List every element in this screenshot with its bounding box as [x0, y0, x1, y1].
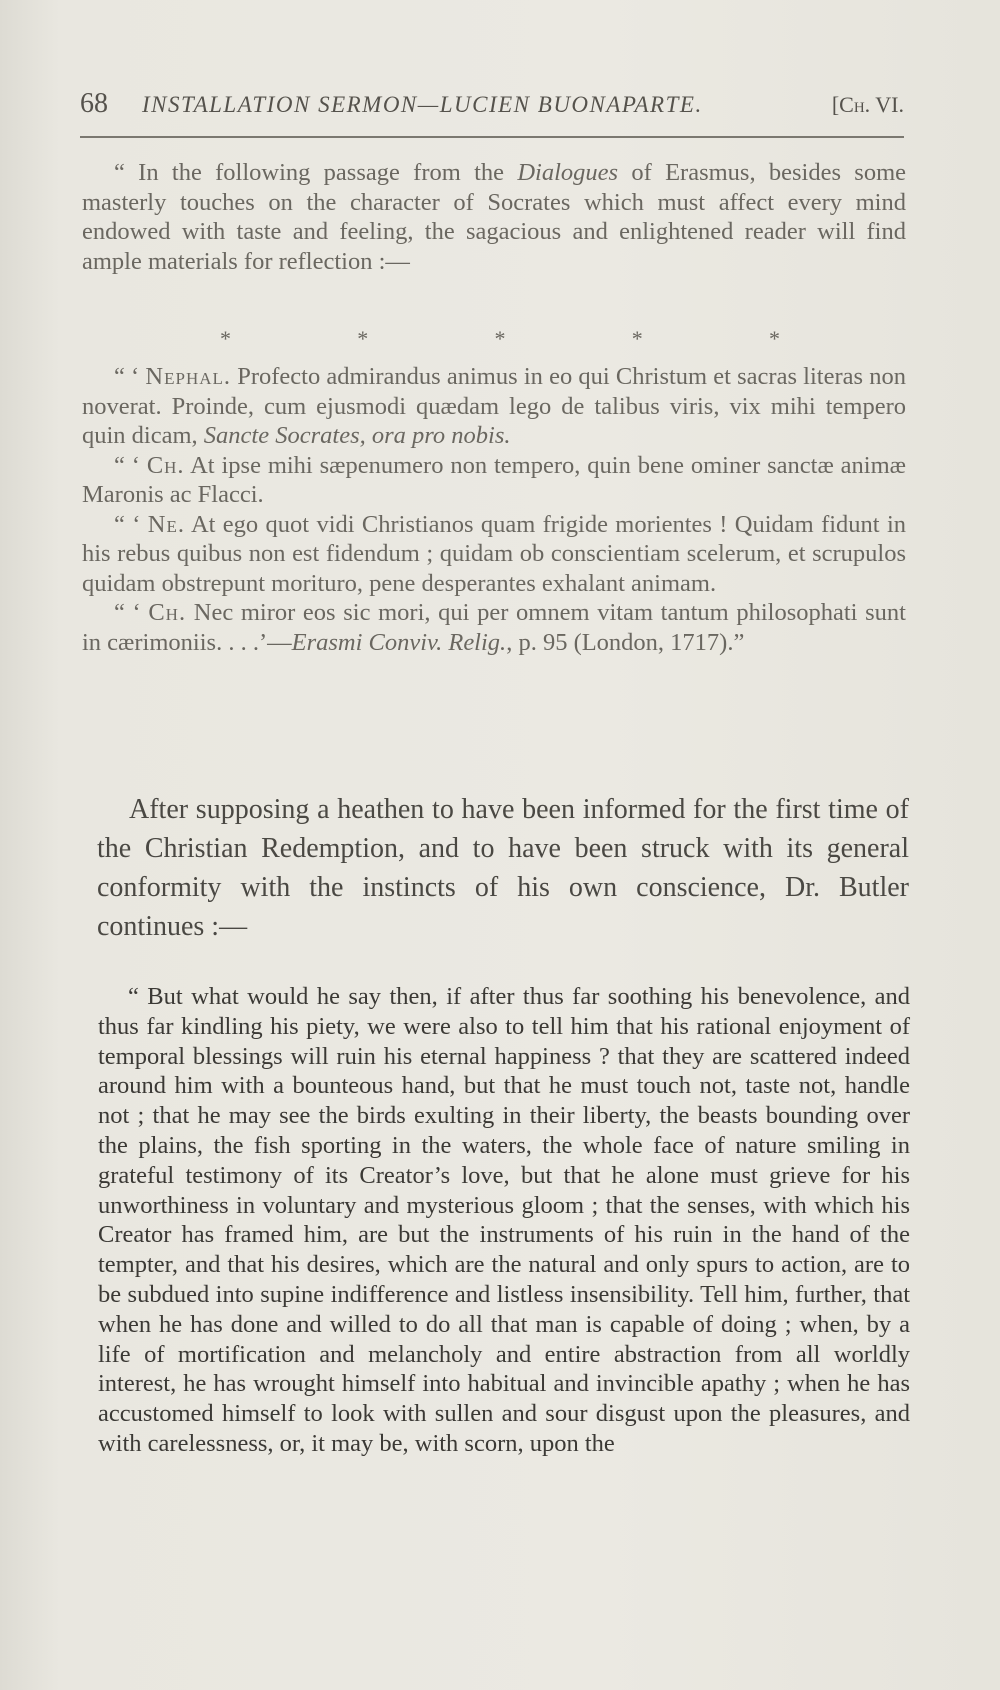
star: *: [631, 326, 643, 351]
butler-quotation: [98, 982, 910, 1459]
dialogue-line-ch-final: “ ‘ Ch. Nec miror eos sic mori, qui per omnem vitam tantum philosophati sunt in cærimoniis. . . .’—Erasmi Conviv. Relig., p. 95 (London, 1717).”: [82, 599, 906, 656]
star: *: [220, 326, 231, 351]
intro-text: “ In the following passage from the Dialogues of Erasmus, besides some masterly touches on the character of Socrates which must affect every mind endowed with taste and feeling, the sagacious and enlightened reader will find ample materials for reflection :—: [82, 159, 907, 275]
dialogue-line-nephal: “ ‘ Nephal. Profecto admirandus animus in eo qui Christum et sacras literas non noverat. Proinde, cum ejusmodi quædam lego de talibus viris, vix mihi tempero quin dicam, Sancte Socrates, ora pro nobis.: [82, 363, 906, 449]
header-rule: [80, 136, 904, 138]
citation-title: Erasmi Conviv. Relig.: [291, 628, 507, 656]
dialogue-line-ne: “ ‘ Ne. At ego quot vidi Christianos quam frigide morientes ! Quidam fidunt in his rebus quibus non est fidendum ; quidam ob conscientiam scelerum, et scrupulos quidam obstrepunt morituro, pene desperantes exhalant animam.: [82, 510, 906, 597]
quotation-paragraph: “ But what would he say then, if after thus far soothing his benevolence, and thus far kindling his piety, we were also to tell him that his rational enjoyment of temporal blessings will ruin his eternal happiness ? that they are scattered indeed around him with a bounteous hand, but that he must touch not, taste not, handle not ; that he may see the birds exulting in their liberty, the beasts bounding over the plains, the fish sporting in the waters, the whole face of nature smiling in grateful testimony of its Creator’s love, but that he alone must grieve for his unworthiness in voluntary and mysterious gloom ; that the senses, with which his Creator has framed him, are but the instruments of his ruin in the hand of the tempter, and that his desires, which are the natural and only spurs to action, are to be subdued into supine indifference and listless insensibility. Tell him, further, that when he has done and willed to do all that man is capable of doing ; when, by a life of mortification and melancholy and entire abstraction from all worldly interest, he has wrought himself into habitual and invincible apathy ; when he has accustomed himself to look with sullen and sour disgust upon the pleasures, and with carelessness, or, it may be, with scorn, upon the: [98, 983, 910, 1457]
page-number: 68: [80, 88, 108, 119]
speaker-label: Nephal.: [145, 363, 232, 390]
asterism: [220, 326, 780, 352]
dialogues-title: Dialogues: [517, 159, 619, 186]
body-text: [97, 790, 909, 946]
running-title: INSTALLATION SERMON—LUCIEN BUONAPARTE.: [142, 92, 703, 117]
star: *: [769, 326, 780, 351]
intro-paragraph: [82, 158, 906, 276]
speaker-label: Ne.: [147, 510, 185, 538]
speaker-label: Ch.: [146, 451, 185, 479]
dialogue-line-ch: “ ‘ Ch. At ipse mihi sæpenumero non tempero, quin bene ominer sanctæ animæ Maronis ac Flacci.: [82, 451, 906, 508]
running-header: [80, 84, 910, 124]
star: *: [357, 326, 369, 351]
chapter-marker: [Ch. VI.: [831, 92, 904, 117]
speaker-label: Ch.: [148, 599, 187, 626]
star: *: [494, 326, 506, 351]
body-paragraph: After supposing a heathen to have been informed for the first time of the Christian Redemption, and to have been struck with its general conformity with the instincts of his own conscience, Dr. Butler continues :—: [97, 794, 909, 942]
latin-dialogue: [82, 362, 906, 657]
